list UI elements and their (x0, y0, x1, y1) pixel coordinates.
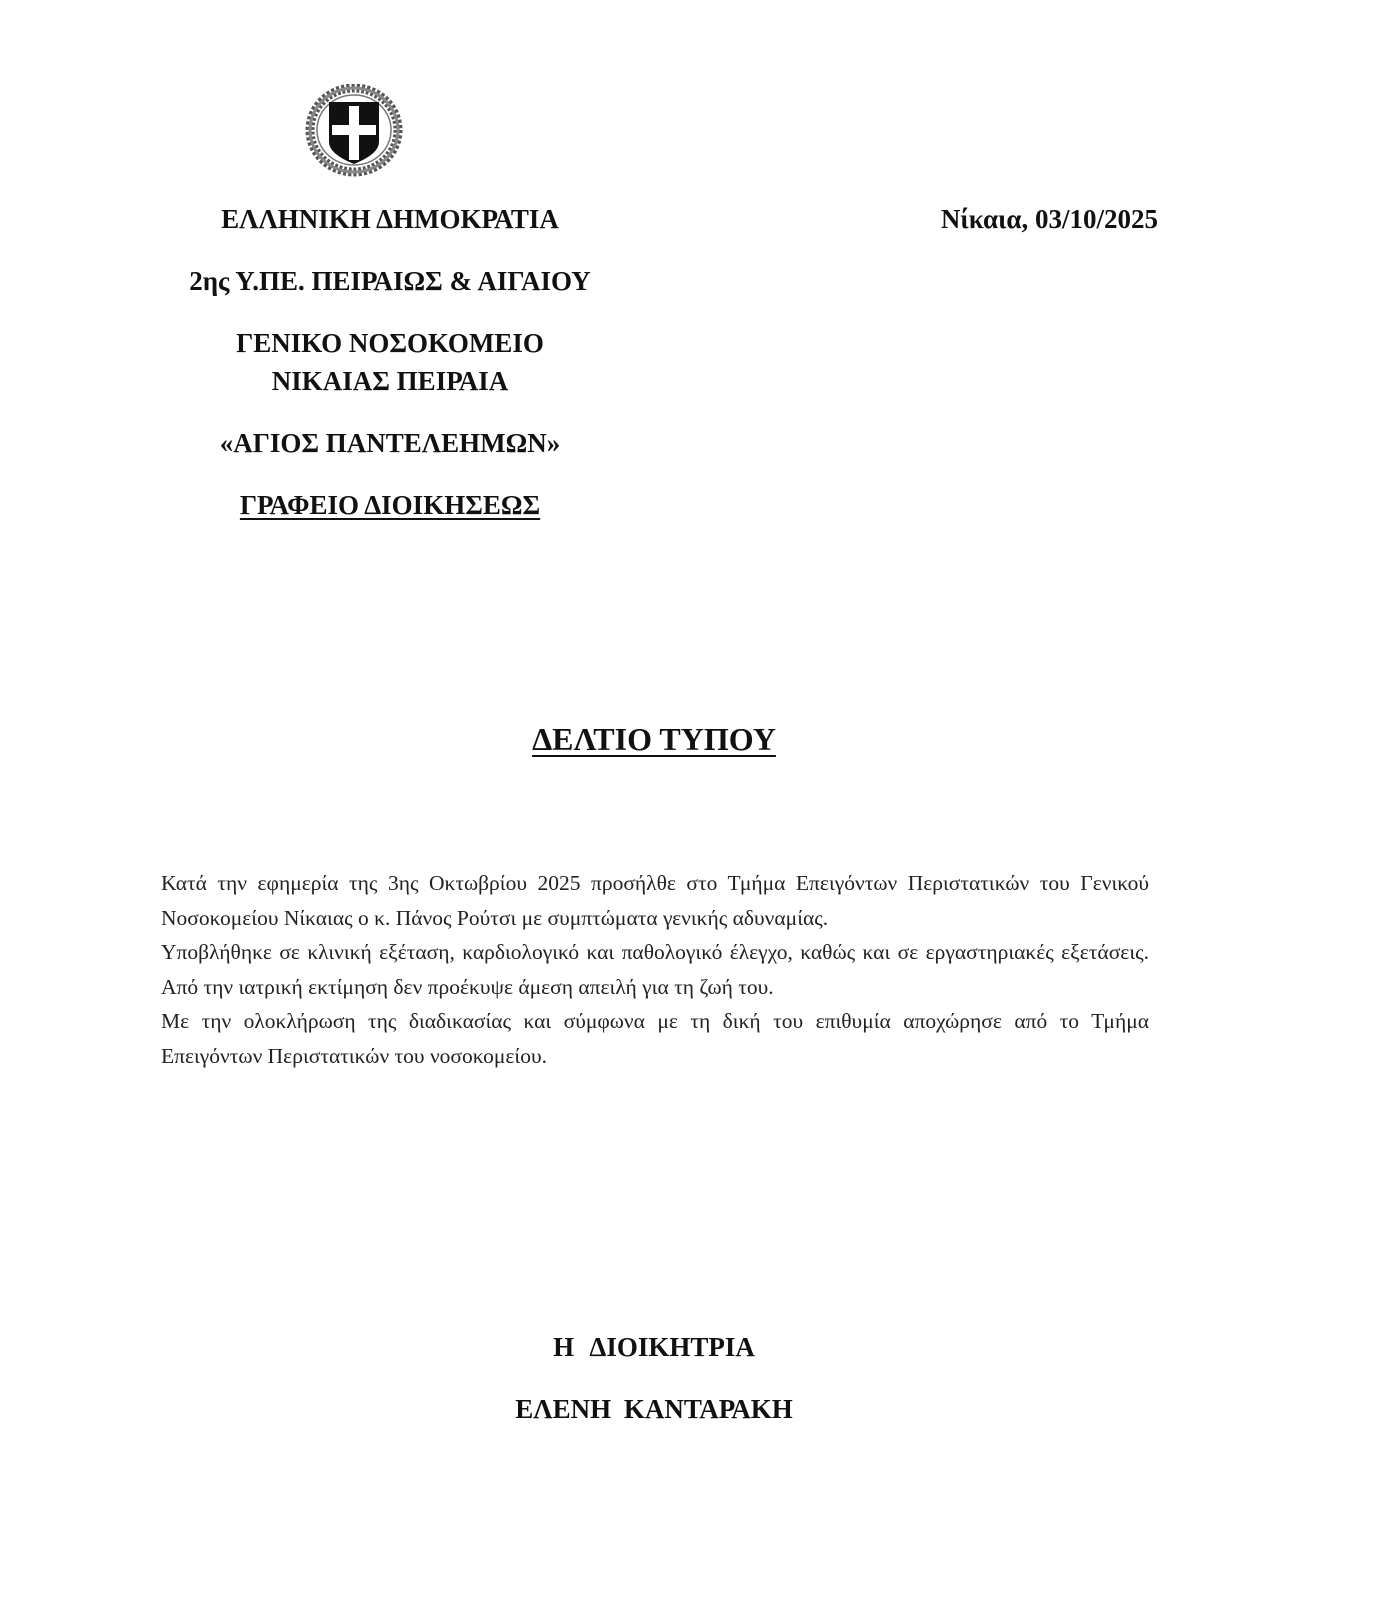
header-department: ΓΡΑΦΕΙΟ ΔΙΟΙΚΗΣΕΩΣ (239, 490, 541, 520)
body-paragraph: Υποβλήθηκε σε κλινική εξέταση, καρδιολογικό και παθολογικό έλεγχο, καθώς και σε εργαστηριακές εξετάσεις. Από την ιατρική εκτίμηση δεν προέκυψε άμεση απειλή για τη ζωή του. (161, 940, 1149, 999)
header-hospital-name: «ΑΓΙΟΣ ΠΑΝΤΕΛΕΗΜΩΝ» (219, 428, 561, 458)
place-and-date: Νίκαια, 03/10/2025 (940, 204, 1158, 234)
header-hospital-line-2: ΝΙΚΑΙΑΣ ΠΕΙΡΑΙΑ (271, 366, 509, 396)
document-title: ΔΕΛΤΙΟ ΤΥΠΟΥ (532, 721, 776, 757)
header-country: ΕΛΛΗΝΙΚΗ ΔΗΜΟΚΡΑΤΙΑ (221, 204, 559, 234)
header-hospital-line-1: ΓΕΝΙΚΟ ΝΟΣΟΚΟΜΕΙΟ (236, 328, 544, 358)
body-paragraph: Κατά την εφημερία της 3ης Οκτωβρίου 2025 προσήλθε στο Τμήμα Επειγόντων Περιστατικών του Γενικού Νοσοκομείου Νίκαιας ο κ. Πάνος Ρούτσι με συμπτώματα γενικής αδυναμίας. (161, 871, 1149, 930)
header-health-region: 2ης Υ.ΠΕ. ΠΕΙΡΑΙΩΣ & ΑΙΓΑΙΟΥ (189, 266, 591, 296)
greek-coat-of-arms-emblem (304, 84, 404, 178)
document-body (161, 866, 1149, 1073)
signatory-name: ΕΛΕΝΗ ΚΑΝΤΑΡΑΚΗ (515, 1394, 793, 1424)
coat-of-arms-icon (304, 84, 404, 178)
body-paragraph: Με την ολοκλήρωση της διαδικασίας και σύμφωνα με τη δική του επιθυμία αποχώρησε από το Τμήμα Επειγόντων Περιστατικών του νοσοκομείου. (161, 1009, 1149, 1068)
signatory-title: Η ΔΙΟΙΚΗΤΡΙΑ (553, 1332, 755, 1362)
